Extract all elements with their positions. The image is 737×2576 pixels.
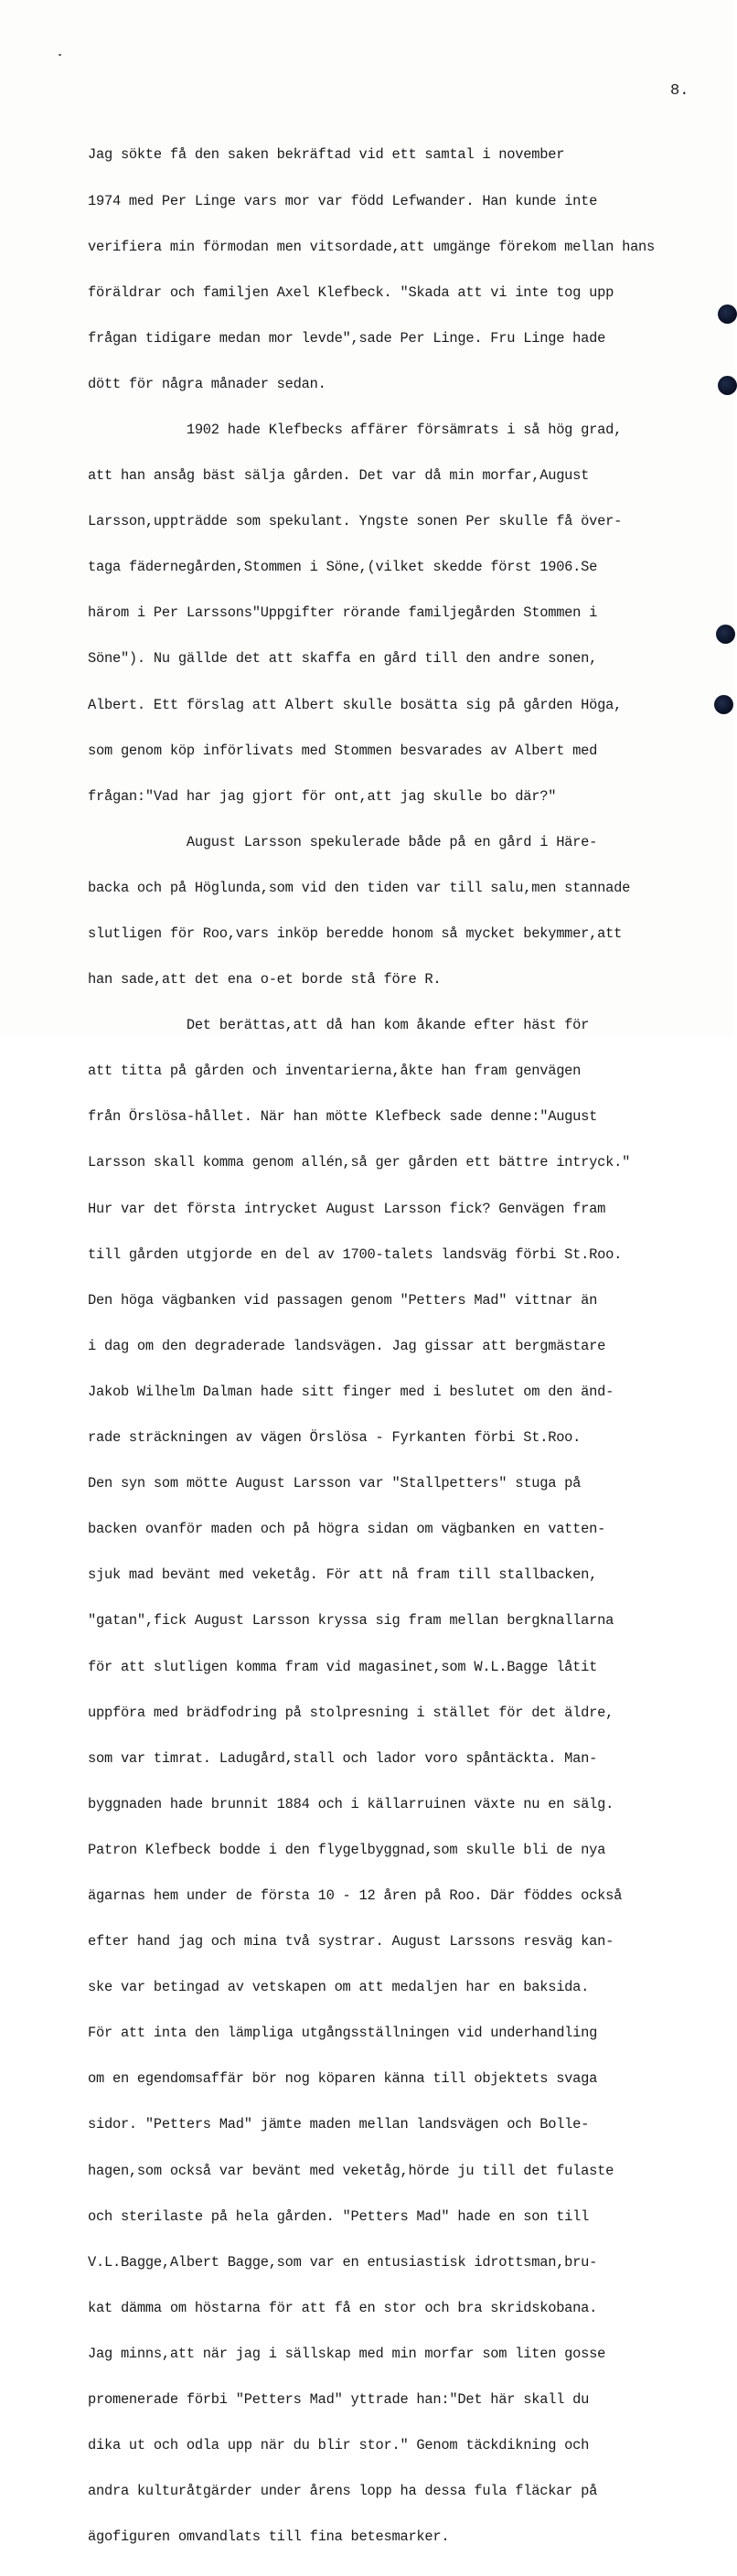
text-line: andra kulturåtgärder under årens lopp ha dessa fula fläckar på [88, 2483, 598, 2500]
body-text [88, 117, 719, 2575]
text-line: byggnaden hade brunnit 1884 och i källarruinen växte nu en sälg. [88, 1795, 614, 1812]
text-line: ägofiguren omvandlats till fina betesmarker. [88, 2528, 450, 2546]
text-line: backen ovanför maden och på högra sidan om vägbanken en vatten- [88, 1521, 606, 1538]
text-line: Albert. Ett förslag att Albert skulle bosätta sig på gården Höga, [88, 696, 623, 713]
text-line: rade sträckningen av vägen Örslösa - Fyrkanten förbi St.Roo. [88, 1429, 582, 1447]
text-line: taga fädernegården,Stommen i Söne,(vilket skedde först 1906.Se [88, 559, 598, 576]
text-line: dika ut och odla upp när du blir stor." Genom täckdikning och [88, 2437, 590, 2454]
text-line: i dag om den degraderade landsvägen. Jag gissar att bergmästare [88, 1337, 606, 1354]
paper-speck [59, 54, 61, 56]
text-line: För att inta den lämpliga utgångsställningen vid underhandling [88, 2025, 598, 2042]
text-line: att han ansåg bäst sälja gården. Det var då min morfar,August [88, 467, 590, 485]
text-line: Söne"). Nu gällde det att skaffa en gård till den andre sonen, [88, 650, 598, 668]
punch-hole [718, 376, 737, 395]
text-line: sjuk mad bevänt med veketåg. För att nå fram till stallbacken, [88, 1566, 598, 1584]
text-line: till gården utgjorde en del av 1700-talets landsväg förbi St.Roo. [88, 1245, 623, 1263]
text-line: efter hand jag och mina två systrar. August Larssons resväg kan- [88, 1933, 614, 1951]
text-line: ske var betingad av vetskapen om att medaljen har en baksida. [88, 1979, 590, 1996]
text-line: Jag minns,att när jag i sällskap med min morfar som liten gosse [88, 2345, 606, 2362]
text-line: som var timrat. Ladugård,stall och lador voro spåntäckta. Man- [88, 1749, 598, 1767]
text-line: dött för några månader sedan. [88, 375, 326, 392]
punch-hole [714, 695, 733, 714]
text-line: August Larsson spekulerade både på en gård i Häre- [88, 833, 598, 850]
text-line: Jag sökte få den saken bekräftad vid ett samtal i november [88, 146, 565, 164]
text-line: "gatan",fick August Larsson kryssa sig fram mellan bergknallarna [88, 1612, 614, 1630]
text-line: verifiera min förmodan men vitsordade,att umgänge förekom mellan hans [88, 238, 656, 255]
text-line: från Örslösa-hållet. När han mötte Klefbeck sade denne:"August [88, 1108, 598, 1126]
text-line: och sterilaste på hela gården. "Petters Mad" hade en son till [88, 2207, 590, 2225]
text-line: hagen,som också var bevänt med veketåg,hörde ju till det fulaste [88, 2162, 614, 2179]
page-number: 8. [670, 82, 689, 100]
text-line: för att slutligen komma fram vid magasinet,som W.L.Bagge låtit [88, 1658, 598, 1675]
text-line: Det berättas,att då han kom åkande efter häst för [88, 1017, 590, 1034]
text-line: Patron Klefbeck bodde i den flygelbyggnad,som skulle bli de nya [88, 1841, 606, 1858]
text-line: Den syn som mötte August Larsson var "Stallpetters" stuga på [88, 1475, 582, 1492]
text-line: 1902 hade Klefbecks affärer försämrats i så hög grad, [88, 421, 623, 438]
text-line: sidor. "Petters Mad" jämte maden mellan landsvägen och Bolle- [88, 2116, 590, 2133]
text-line: 1974 med Per Linge vars mor var född Lefwander. Han kunde inte [88, 192, 598, 209]
text-line: som genom köp införlivats med Stommen besvarades av Albert med [88, 742, 598, 759]
text-line: frågan:"Vad har jag gjort för ont,att jag skulle bo där?" [88, 787, 557, 805]
text-line: Den höga vägbanken vid passagen genom "Petters Mad" vittnar än [88, 1291, 598, 1309]
text-line: promenerade förbi "Petters Mad" yttrade han:"Det här skall du [88, 2391, 590, 2408]
text-line: ägarnas hem under de första 10 - 12 åren på Roo. Där föddes också [88, 1887, 623, 1904]
text-line: frågan tidigare medan mor levde",sade Per Linge. Fru Linge hade [88, 329, 606, 347]
text-line: föräldrar och familjen Axel Klefbeck. "Skada att vi inte tog upp [88, 283, 614, 301]
text-line: han sade,att det ena o-et borde stå före R. [88, 971, 442, 989]
text-line: Larsson,uppträdde som spekulant. Yngste sonen Per skulle få över- [88, 513, 623, 530]
text-line: härom i Per Larssons"Uppgifter rörande familjegården Stommen i [88, 604, 598, 622]
text-line: Larsson skall komma genom allén,så ger gården ett bättre intryck." [88, 1154, 631, 1171]
text-line: V.L.Bagge,Albert Bagge,som var en entusiastisk idrottsman,bru- [88, 2253, 598, 2271]
text-line: kat dämma om höstarna för att få en stor och bra skridskobana. [88, 2299, 598, 2316]
text-line: Hur var det första intrycket August Larsson fick? Genvägen fram [88, 1200, 606, 1217]
punch-hole [716, 625, 735, 644]
text-line: om en egendomsaffär bör nog köparen känna till objektets svaga [88, 2070, 598, 2088]
text-line: slutligen för Roo,vars inköp beredde honom så mycket bekymmer,att [88, 925, 623, 942]
text-line: backa och på Höglunda,som vid den tiden var till salu,men stannade [88, 879, 631, 896]
punch-hole [718, 305, 737, 324]
text-line: uppföra med brädfodring på stolpresning i stället för det äldre, [88, 1704, 614, 1721]
text-line: att titta på gården och inventarierna,åkte han fram genvägen [88, 1063, 582, 1080]
text-line: Jakob Wilhelm Dalman hade sitt finger med i beslutet om den änd- [88, 1383, 614, 1400]
